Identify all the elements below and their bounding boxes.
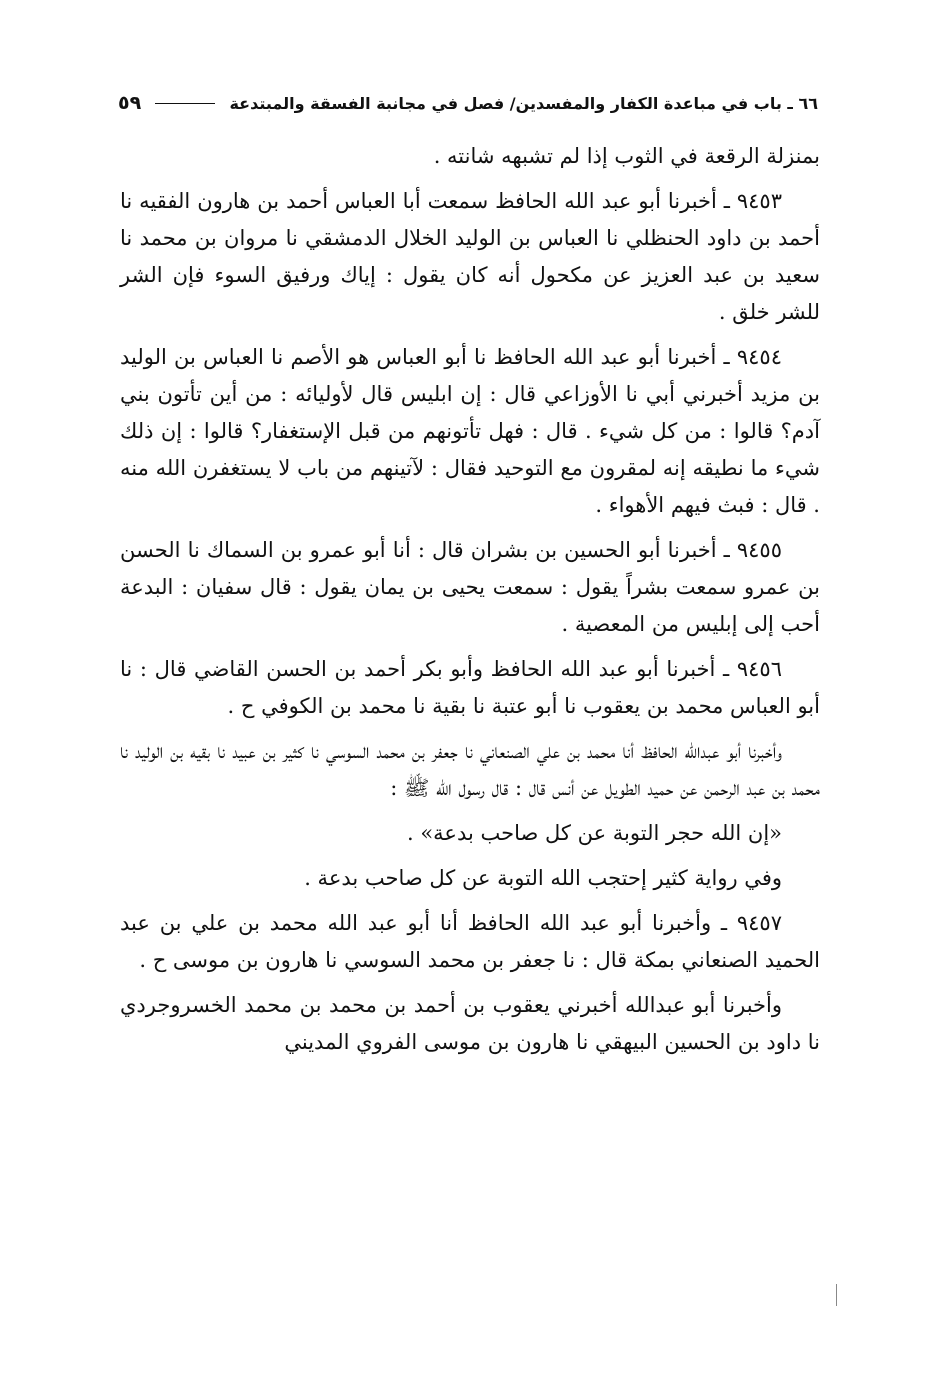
running-header: [118, 86, 818, 120]
hadith-9456-variant: وفي رواية كثير إحتجب الله التوبة عن كل صاحب بدعة .: [304, 866, 782, 890]
hadith-9456: ٩٤٥٦ ـ أخبرنا أبو عبد الله الحافظ وأبو بكر أحمد بن الحسن القاضي قال : نا أبو العباس محمد بن يعقوب نا أبو عتبة نا بقية نا محمد بن الكوفي ح .: [120, 657, 820, 718]
hadith-9453: ٩٤٥٣ ـ أخبرنا أبو عبد الله الحافظ سمعت أبا العباس أحمد بن هارون الفقيه نا أحمد بن داود الحنظلي نا العباس بن الوليد الخلال الدمشقي نا مروان بن محمد نا سعيد بن عبد العزيز عن مكحول أنه كان يقول : إياك ورفيق السوء فإن الشر للشر خلق .: [120, 189, 820, 324]
chapter-title: ٦٦ ـ باب في مباعدة الكفار والمفسدين/ فصل في مجانبة الفسقة والمبتدعة: [229, 93, 818, 113]
hadith-9457-chain-2: وأخبرنا أبو عبدالله أخبرني يعقوب بن أحمد بن محمد بن محمد الخسروجردي نا داود بن الحسين البيهقي نا هارون بن موسى الفروي المديني: [120, 993, 820, 1054]
header-rule: [155, 103, 215, 104]
hadith-9455: ٩٤٥٥ ـ أخبرنا أبو الحسين بن بشران قال : أنا أبو عمرو بن السماك نا الحسن بن عمرو سمعت بشراً يقول : سمعت يحيى بن يمان يقول : قال سفيان : البدعة أحب إلى إبليس من المعصية .: [120, 538, 820, 636]
hadith-9456-text: «إن الله حجر التوبة عن كل صاحب بدعة» .: [406, 821, 782, 845]
hadith-9457: ٩٤٥٧ ـ وأخبرنا أبو عبد الله الحافظ أنا أبو عبد الله محمد بن علي بن عبد الحميد الصنعاني بمكة قال : نا جعفر بن محمد السوسي نا هارون بن موسى ح .: [120, 911, 820, 972]
paragraph-continuation: بمنزلة الرقعة في الثوب إذا لم تشبهه شانته .: [433, 144, 820, 168]
margin-mark: [836, 1284, 837, 1306]
page-number: ٥٩: [118, 92, 142, 114]
page-body: [120, 138, 820, 1069]
hadith-9456-chain-2: وأخبرنا أبو عبدالله الحافظ أنا محمد بن علي الصنعاني نا جعفر بن محمد السوسي نا كثير بن عبيد نا بقيه بن الوليد نا محمد بن عبد الرحمن عن حميد الطويل عن أنس قال : قال رسول الله ﷺ :: [120, 739, 820, 800]
hadith-9454: ٩٤٥٤ ـ أخبرنا أبو عبد الله الحافظ نا أبو العباس هو الأصم نا العباس بن الوليد بن مزيد أخبرني أبي نا الأوزاعي قال : إن ابليس قال لأوليائه : من أين تأتون بني آدم؟ قالوا : من كل شيء . قال : فهل تأتونهم من قبل الإستغفار؟ قالوا : إن ذلك شيء ما نطيقه إنه لمقرون مع التوحيد فقال : لآتينهم من باب لا يستغفرن الله منه . قال : فبث فيهم الأهواء .: [120, 345, 820, 517]
